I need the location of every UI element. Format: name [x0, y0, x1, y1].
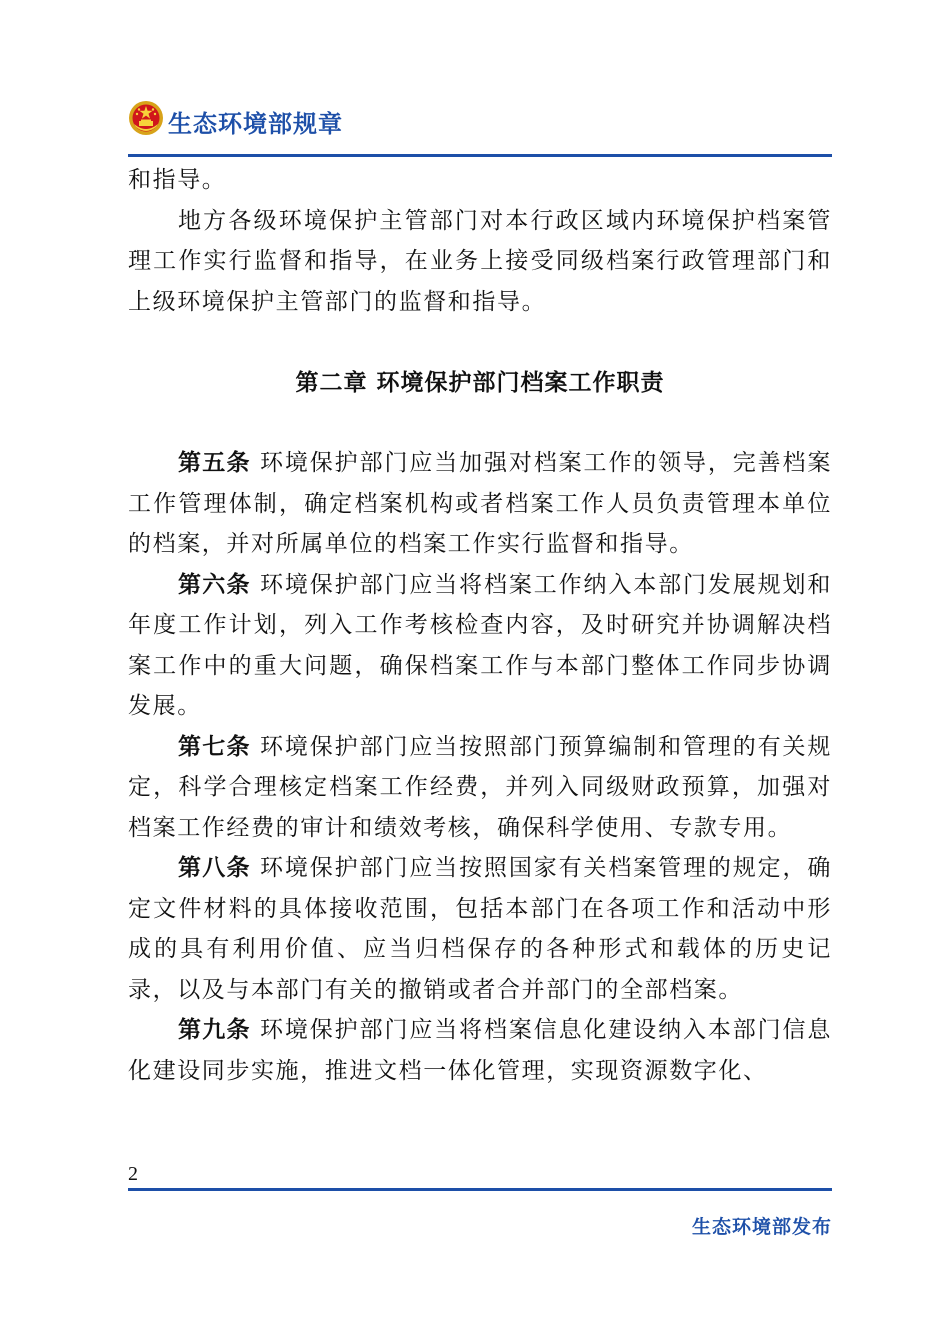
article-5: [128, 443, 832, 565]
paragraph-local-supervision: 地方各级环境保护主管部门对本行政区域内环境保护档案管理工作实行监督和指导，在业务上接受同级档案行政管理部门和上级环境保护主管部门的监督和指导。: [128, 207, 832, 315]
header-divider: [128, 154, 832, 157]
article-8: [128, 848, 832, 1010]
document-body: [128, 160, 832, 1091]
article-text: 环境保护部门应当将档案信息化建设纳入本部门信息化建设同步实施，推进文档一体化管理，实现资源数字化、: [128, 1017, 832, 1084]
article-text: 环境保护部门应当按照国家有关档案管理的规定，确定文件材料的具体接收范围，包括本部门在各项工作和活动中形成的具有利用价值、应当归档保存的各种形式和载体的历史记录，以及与本部门有关的撤销或者合并部门的全部档案。: [128, 855, 832, 1003]
article-6: [128, 565, 832, 727]
article-number: 第五条: [178, 450, 251, 476]
article-7: [128, 727, 832, 849]
header-title: 生态环境部规章: [168, 110, 343, 138]
article-text: 环境保护部门应当将档案工作纳入本部门发展规划和年度工作计划，列入工作考核检查内容，及时研究并协调解决档案工作中的重大问题，确保档案工作与本部门整体工作同步协调发展。: [128, 571, 832, 719]
article-number: 第九条: [178, 1017, 251, 1043]
chapter-title: 第二章 环境保护部门档案工作职责: [295, 370, 665, 396]
article-9: [128, 1010, 832, 1091]
page-header: [128, 96, 832, 158]
footer-publisher: 生态环境部发布: [691, 1216, 832, 1238]
article-number: 第八条: [178, 855, 251, 881]
page-number: 2: [128, 1163, 138, 1185]
article-number: 第六条: [178, 571, 251, 598]
footer-divider: [128, 1188, 832, 1191]
national-emblem-icon: [128, 100, 164, 136]
article-text: 环境保护部门应当按照部门预算编制和管理的有关规定，科学合理核定档案工作经费，并列入同级财政预算，加强对档案工作经费的审计和绩效考核，确保科学使用、专款专用。: [128, 733, 832, 841]
continuation-text: 和指导。: [128, 167, 227, 193]
article-text: 环境保护部门应当加强对档案工作的领导，完善档案工作管理体制，确定档案机构或者档案工作人员负责管理本单位的档案，并对所属单位的档案工作实行监督和指导。: [128, 450, 832, 557]
article-number: 第七条: [178, 733, 251, 760]
